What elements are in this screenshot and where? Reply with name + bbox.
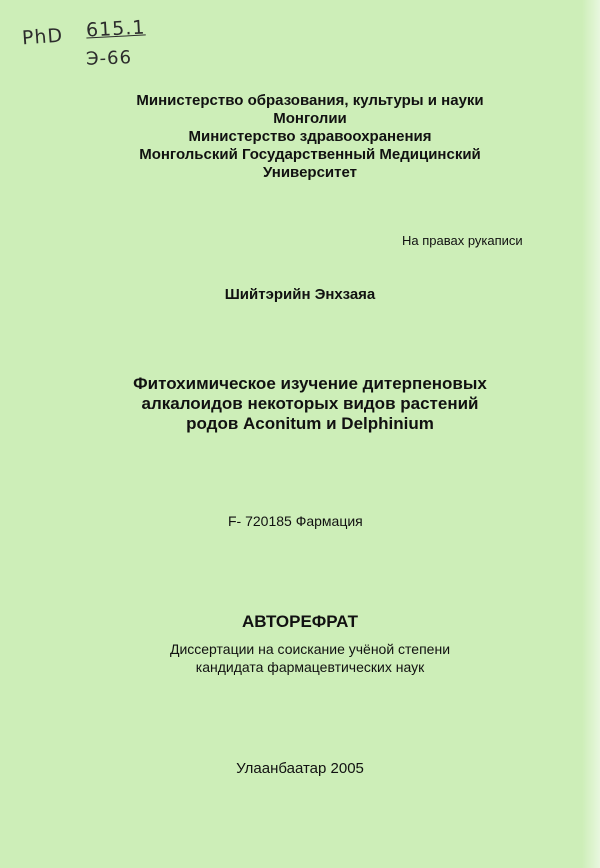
handwritten-catalog-code: Э-66 [85,47,133,70]
title-line: родов Aconitum и Delphinium [186,414,434,433]
ministry-line: Министерство здравоохранения [188,128,432,145]
handwritten-phd-mark: PhD [21,24,64,50]
manuscript-note: На правах рукаписи [402,233,523,248]
ministry-line: Монголии [273,110,347,127]
ministry-line: Министерство образования, культуры и науки [136,92,484,109]
city-year: Улаанбаатар 2005 [236,760,364,777]
dissertation-description [60,640,560,676]
title-line: Фитохимическое изучение дитерпеновых [133,374,487,393]
dissertation-line: кандидата фармацевтических наук [195,659,425,675]
specialty-code: F- 720185 Фармация [228,513,363,529]
dissertation-line: Диссертации на соискание учёной степени [169,641,451,657]
ministry-header [60,92,560,182]
title-line: алкалоидов некоторых видов растений [141,394,479,413]
scan-edge [582,0,600,868]
handwritten-udc-code: 615.1 [85,16,146,42]
ministry-line: Монгольский Государственный Медицинский [139,146,481,163]
thesis-title [60,374,560,434]
author-name: Шийтэрийн Энхзаяа [224,286,376,303]
ministry-line: Университет [263,164,357,181]
document-type: АВТОРЕФРАТ [242,612,358,631]
